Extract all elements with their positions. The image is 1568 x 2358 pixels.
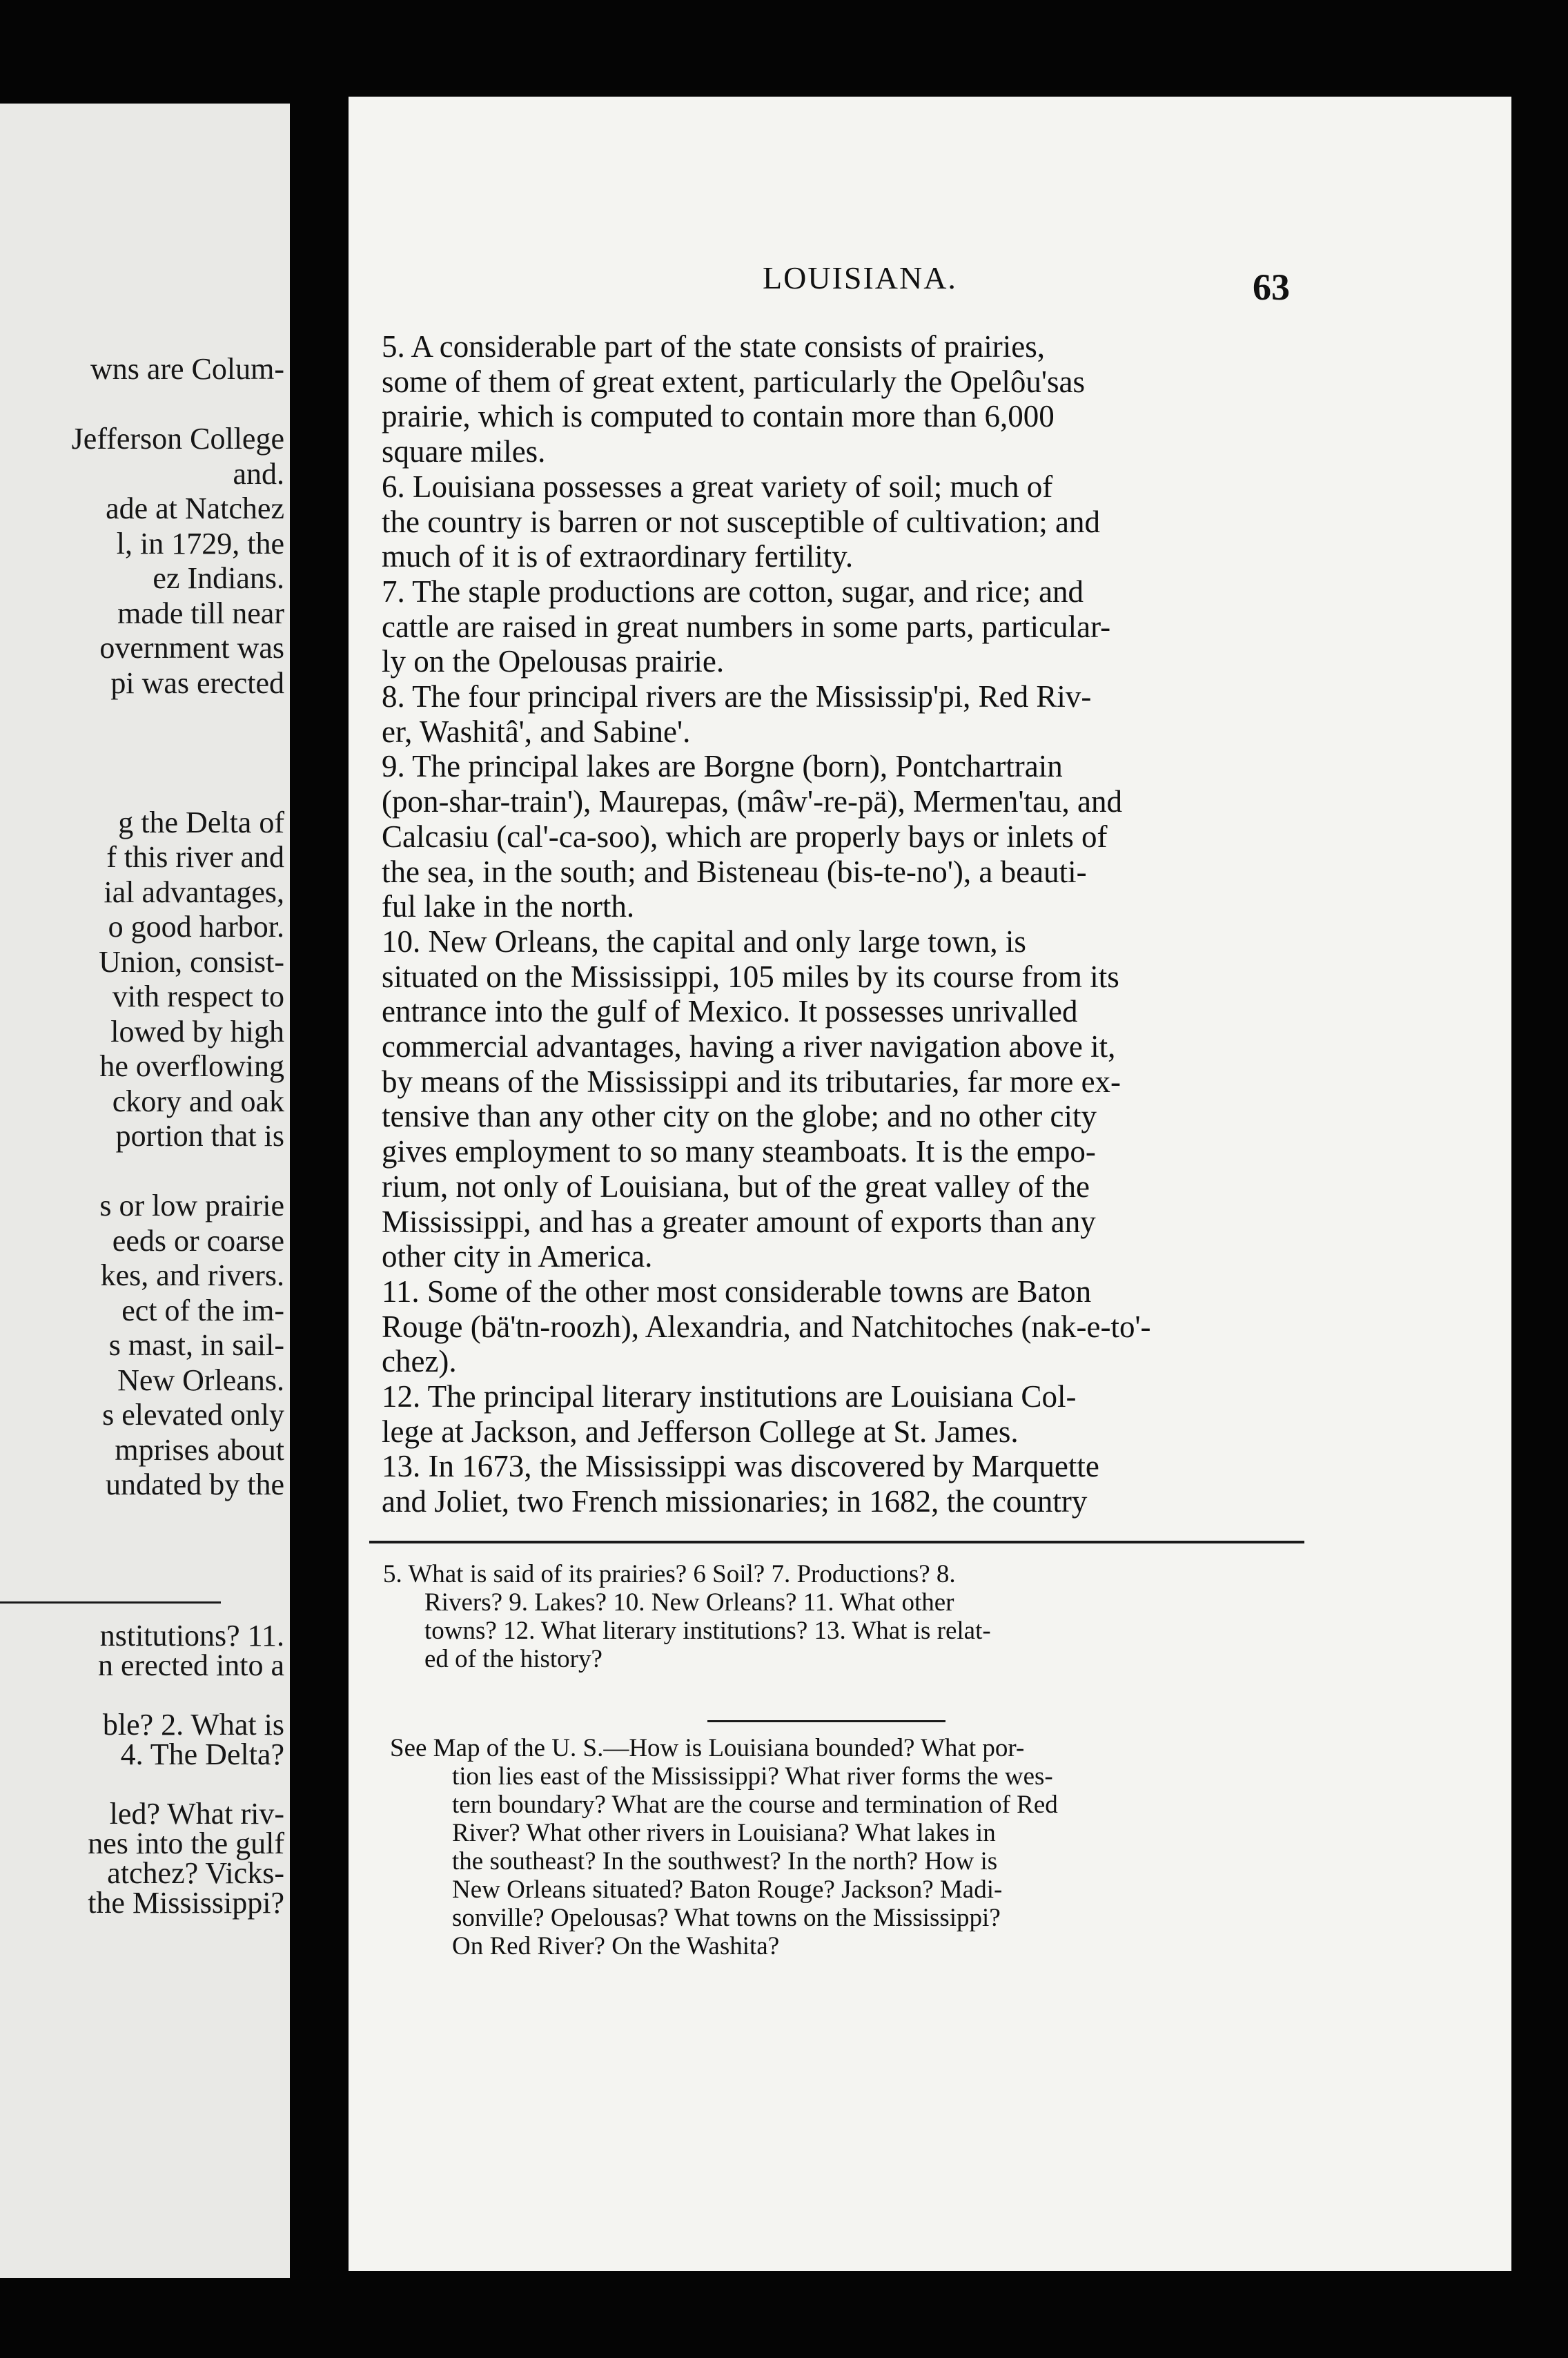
left-page-line: kes, and rivers. xyxy=(100,1258,284,1292)
left-page-line: Union, consist- xyxy=(99,944,284,979)
body-line: entrance into the gulf of Mexico. It possesses unrivalled xyxy=(382,994,1078,1029)
left-page-line: and. xyxy=(233,456,284,491)
left-page-line: ckory and oak xyxy=(112,1084,284,1118)
question-line: towns? 12. What literary institutions? 13. What is relat- xyxy=(424,1617,991,1645)
left-page-line: ial advantages, xyxy=(104,875,284,909)
page-number: 63 xyxy=(1253,266,1290,308)
body-line: lege at Jackson, and Jefferson College at St. James. xyxy=(382,1414,1019,1449)
left-page-question-line: nes into the gulf xyxy=(88,1826,284,1860)
left-page-question-line: n erected into a xyxy=(98,1648,284,1682)
left-page-line: l, in 1729, the xyxy=(116,526,284,561)
body-line: 10. New Orleans, the capital and only large town, is xyxy=(382,924,1026,959)
left-page-question-line: nstitutions? 11. xyxy=(99,1619,284,1653)
left-page-question-line: ble? 2. What is xyxy=(102,1708,284,1742)
left-page-line: overnment was xyxy=(99,631,284,665)
body-line: 5. A considerable part of the state consists of prairies, xyxy=(382,329,1045,364)
body-line: chez). xyxy=(382,1344,457,1379)
body-line: square miles. xyxy=(382,434,546,469)
left-page-question-line: atchez? Vicks- xyxy=(107,1856,284,1890)
left-page-line: ect of the im- xyxy=(121,1293,284,1327)
body-line: gives employment to so many steamboats. It is the empo- xyxy=(382,1134,1096,1169)
question-line: 5. What is said of its prairies? 6 Soil? 7. Productions? 8. xyxy=(383,1560,956,1588)
body-line: prairie, which is computed to contain more than 6,000 xyxy=(382,399,1055,434)
left-page-line: ez Indians. xyxy=(153,561,284,595)
body-line: the sea, in the south; and Bisteneau (bis-te-no'), a beauti- xyxy=(382,854,1087,889)
body-line: (pon-shar-train'), Maurepas, (mâw'-re-pä), Mermen'tau, and xyxy=(382,784,1122,819)
body-line: situated on the Mississippi, 105 miles by its course from its xyxy=(382,959,1119,994)
running-head: LOUISIANA. xyxy=(763,260,957,295)
map-question-line: sonville? Opelousas? What towns on the Mississippi? xyxy=(452,1904,1001,1932)
left-page-line: New Orleans. xyxy=(117,1363,284,1397)
left-page-line: s elevated only xyxy=(102,1398,284,1432)
question-line: Rivers? 9. Lakes? 10. New Orleans? 11. What other xyxy=(424,1588,954,1617)
map-question-line: tion lies east of the Mississippi? What river forms the wes- xyxy=(452,1762,1053,1791)
left-page-question-line: the Mississippi? xyxy=(88,1886,284,1920)
left-page-line: eeds or coarse xyxy=(112,1223,284,1258)
left-page-line: vith respect to xyxy=(112,980,284,1013)
map-question-line: River? What other rivers in Louisiana? What lakes in xyxy=(452,1819,996,1847)
left-page-line: lowed by high xyxy=(110,1014,284,1049)
body-line: Rouge (bä'tn-roozh), Alexandria, and Natchitoches (nak-e-to'- xyxy=(382,1309,1151,1344)
body-line: er, Washitâ', and Sabine'. xyxy=(382,714,691,749)
left-page-question-line: led? What riv- xyxy=(109,1797,284,1831)
body-line: tensive than any other city on the globe; and no other city xyxy=(382,1099,1097,1134)
short-rule xyxy=(707,1720,945,1722)
body-line: much of it is of extraordinary fertility. xyxy=(382,539,854,574)
left-page-rule xyxy=(0,1601,221,1604)
left-page-line: wns are Colum- xyxy=(90,352,284,386)
section-rule xyxy=(369,1541,1304,1543)
left-page-line: he overflowing xyxy=(99,1049,284,1083)
left-page-line: ade at Natchez xyxy=(106,491,284,525)
left-page-line: pi was erected xyxy=(110,665,284,700)
body-line: Calcasiu (cal'-ca-soo), which are properly bays or inlets of xyxy=(382,819,1108,854)
map-question-line: the southeast? In the southwest? In the north? How is xyxy=(452,1847,998,1875)
left-page-line: o good harbor. xyxy=(108,910,284,944)
body-line: some of them of great extent, particularly the Opelôu'sas xyxy=(382,364,1086,399)
map-question-line: On Red River? On the Washita? xyxy=(452,1932,780,1960)
body-line: ful lake in the north. xyxy=(382,889,635,924)
body-line: other city in America. xyxy=(382,1239,653,1274)
body-line: cattle are raised in great numbers in some parts, particular- xyxy=(382,609,1111,644)
right-page xyxy=(349,97,1511,2271)
body-line: 7. The staple productions are cotton, sugar, and rice; and xyxy=(382,574,1084,609)
body-line: 8. The four principal rivers are the Mississip'pi, Red Riv- xyxy=(382,679,1092,714)
left-page-line: made till near xyxy=(117,596,284,630)
left-page-line: s or low prairie xyxy=(99,1189,284,1222)
question-line: ed of the history? xyxy=(424,1645,602,1673)
body-line: ly on the Opelousas prairie. xyxy=(382,644,725,679)
body-line: the country is barren or not susceptible of cultivation; and xyxy=(382,504,1100,539)
left-page-question-line: 4. The Delta? xyxy=(120,1737,284,1771)
left-page-line: undated by the xyxy=(105,1468,284,1501)
body-line: Mississippi, and has a greater amount of exports than any xyxy=(382,1204,1096,1239)
left-page-line: f this river and xyxy=(106,840,284,874)
left-page-line: portion that is xyxy=(115,1119,284,1153)
body-line: and Joliet, two French missionaries; in 1682, the country xyxy=(382,1484,1088,1519)
body-line: 12. The principal literary institutions are Louisiana Col- xyxy=(382,1379,1077,1414)
map-question-line: See Map of the U. S.—How is Louisiana bounded? What por- xyxy=(390,1734,1025,1762)
map-question-line: New Orleans situated? Baton Rouge? Jackson? Madi- xyxy=(452,1875,1003,1904)
body-line: by means of the Mississippi and its tributaries, far more ex- xyxy=(382,1064,1121,1099)
left-page-line: Jefferson College xyxy=(71,422,284,456)
body-line: 9. The principal lakes are Borgne (born), Pontchartrain xyxy=(382,749,1063,784)
body-line: 11. Some of the other most considerable towns are Baton xyxy=(382,1274,1092,1309)
body-line: commercial advantages, having a river navigation above it, xyxy=(382,1029,1116,1064)
map-question-line: tern boundary? What are the course and termination of Red xyxy=(452,1791,1058,1819)
left-page-line: s mast, in sail- xyxy=(108,1328,284,1362)
body-line: 6. Louisiana possesses a great variety of soil; much of xyxy=(382,469,1053,504)
body-line: 13. In 1673, the Mississippi was discovered by Marquette xyxy=(382,1449,1099,1484)
body-line: rium, not only of Louisiana, but of the great valley of the xyxy=(382,1169,1090,1204)
left-page xyxy=(0,104,290,2278)
left-page-line: g the Delta of xyxy=(118,805,284,839)
left-page-line: mprises about xyxy=(115,1432,284,1467)
